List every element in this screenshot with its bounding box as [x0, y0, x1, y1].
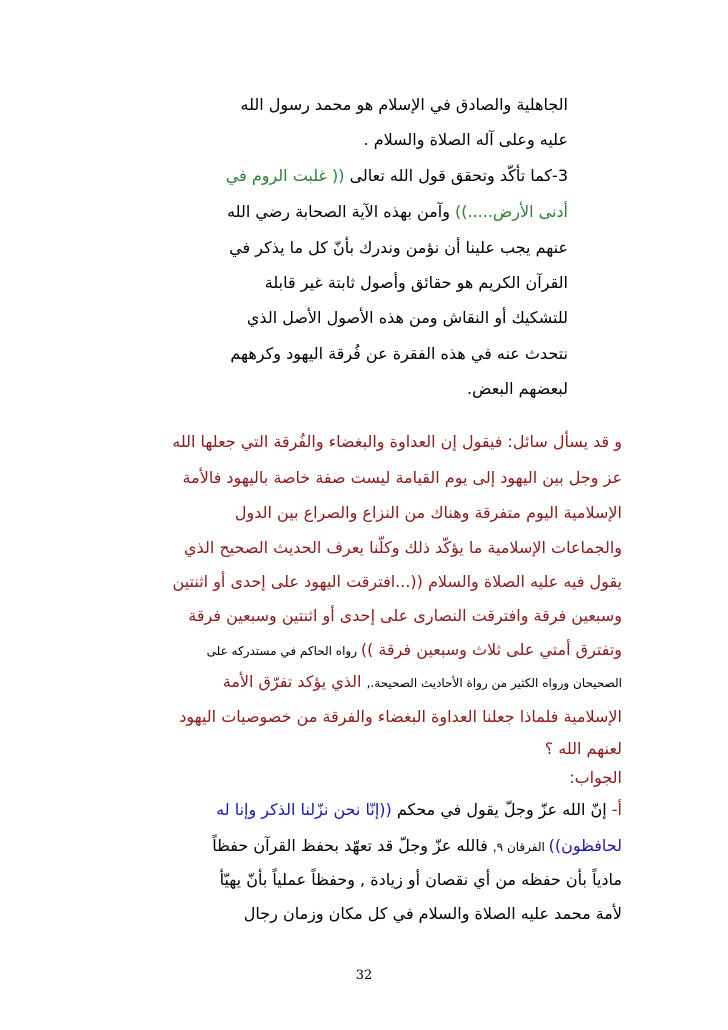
text-line: عليه وعلى آله الصلاة والسلام .	[363, 130, 568, 149]
answer-line	[212, 834, 622, 859]
answer-letter: أ-	[606, 800, 622, 819]
citation: رواه الحاكم في مستدركه على	[206, 644, 361, 658]
item-number: 3-	[552, 166, 568, 185]
question-line: وسبعين فرقة وافترقت النصارى على إحدى أو اثنتين وسبعين فرقة	[188, 606, 622, 625]
text-span: وآمن بهذه الآية الصحابة رضي الله	[227, 202, 455, 221]
text-line: لبعضهم البعض.	[467, 379, 568, 398]
question-line: لعنهم الله ؟	[544, 739, 622, 758]
hadith-quote: وتفترق أمتي على ثلاث وسبعين فرقة ))	[360, 640, 622, 659]
text-span: فالله عزّ وجلّ قد تعهّد بحفظ القرآن حفظاً	[212, 836, 493, 855]
text-span: إنّ الله عزّ وجلّ يقول في محكم	[391, 800, 607, 819]
quran-quote: ((إنّا نحن نزّلنا الذكر وإنا له	[216, 800, 392, 819]
text-line: عنهم يجب علينا أن نؤمن وندرك بأنّ كل ما يذكر في	[229, 238, 568, 257]
text-span: يقول فيه عليه الصلاة والسلام	[422, 572, 622, 591]
text-span: كما تأكّد وتحقق قول الله تعالى	[344, 166, 553, 185]
question-line: والجماعات الإسلامية ما يؤكّد ذلك وكلّنا يعرف الحديث الصحيح الذي	[184, 538, 622, 557]
answer-heading: الجواب:	[569, 768, 622, 787]
citation: الصحيحان ورواه الكثير من رواة الأحاديث الصحيحة.,	[366, 676, 622, 690]
text-line: الجاهلية والصادق في الإسلام هو محمد رسول الله	[240, 95, 568, 114]
answer-line: لأمة محمد عليه الصلاة والسلام في كل مكان وزمان رجال	[243, 904, 622, 923]
quran-quote: (( غلبت الروم في	[225, 166, 345, 185]
citation: الفرقان ٩,	[492, 840, 549, 854]
quran-quote: أدنى الأرض.....))	[455, 202, 568, 221]
question-line	[207, 638, 622, 663]
answer-line	[216, 798, 622, 822]
question-line: عز وجل بين اليهود إلى يوم القيامة ليست صفة خاصة باليهود فالأمة	[182, 468, 622, 487]
hadith-quote: ((...افترقت اليهود على إحدى أو اثنتين	[172, 572, 423, 591]
question-line	[173, 570, 622, 594]
question-line	[223, 670, 622, 695]
text-span: الذي يؤكد تفرّق الأمة	[222, 672, 367, 691]
text-line	[226, 164, 568, 188]
question-line: الإسلامية اليوم متفرقة وهناك من النزاع والصراع بين الدول	[234, 503, 622, 522]
answer-line: مادياً بأن حفظه من أي نقصان أو زيادة , وحفظاً عملياً بأنّ يهيّأ	[219, 870, 622, 889]
quran-quote: لحافظون))	[548, 836, 622, 855]
text-line: نتحدث عنه في هذه الفقرة عن فُرقة اليهود وكرههم	[230, 344, 568, 363]
text-line	[227, 200, 568, 224]
text-line: القرآن الكريم هو حقائق وأصول ثابتة غير قابلة	[264, 273, 568, 292]
question-line: و قد يسأل سائل: فيقول إن العداوة والبغضاء والفُرقة التي جعلها الله	[172, 432, 622, 451]
text-line: للتشكيك أو النقاش ومن هذه الأصول الأصل الذي	[246, 308, 568, 327]
page-number: 32	[355, 968, 373, 983]
question-line: الإسلامية فلماذا جعلنا العداوة البغضاء والفرقة من خصوصيات اليهود	[179, 707, 622, 726]
